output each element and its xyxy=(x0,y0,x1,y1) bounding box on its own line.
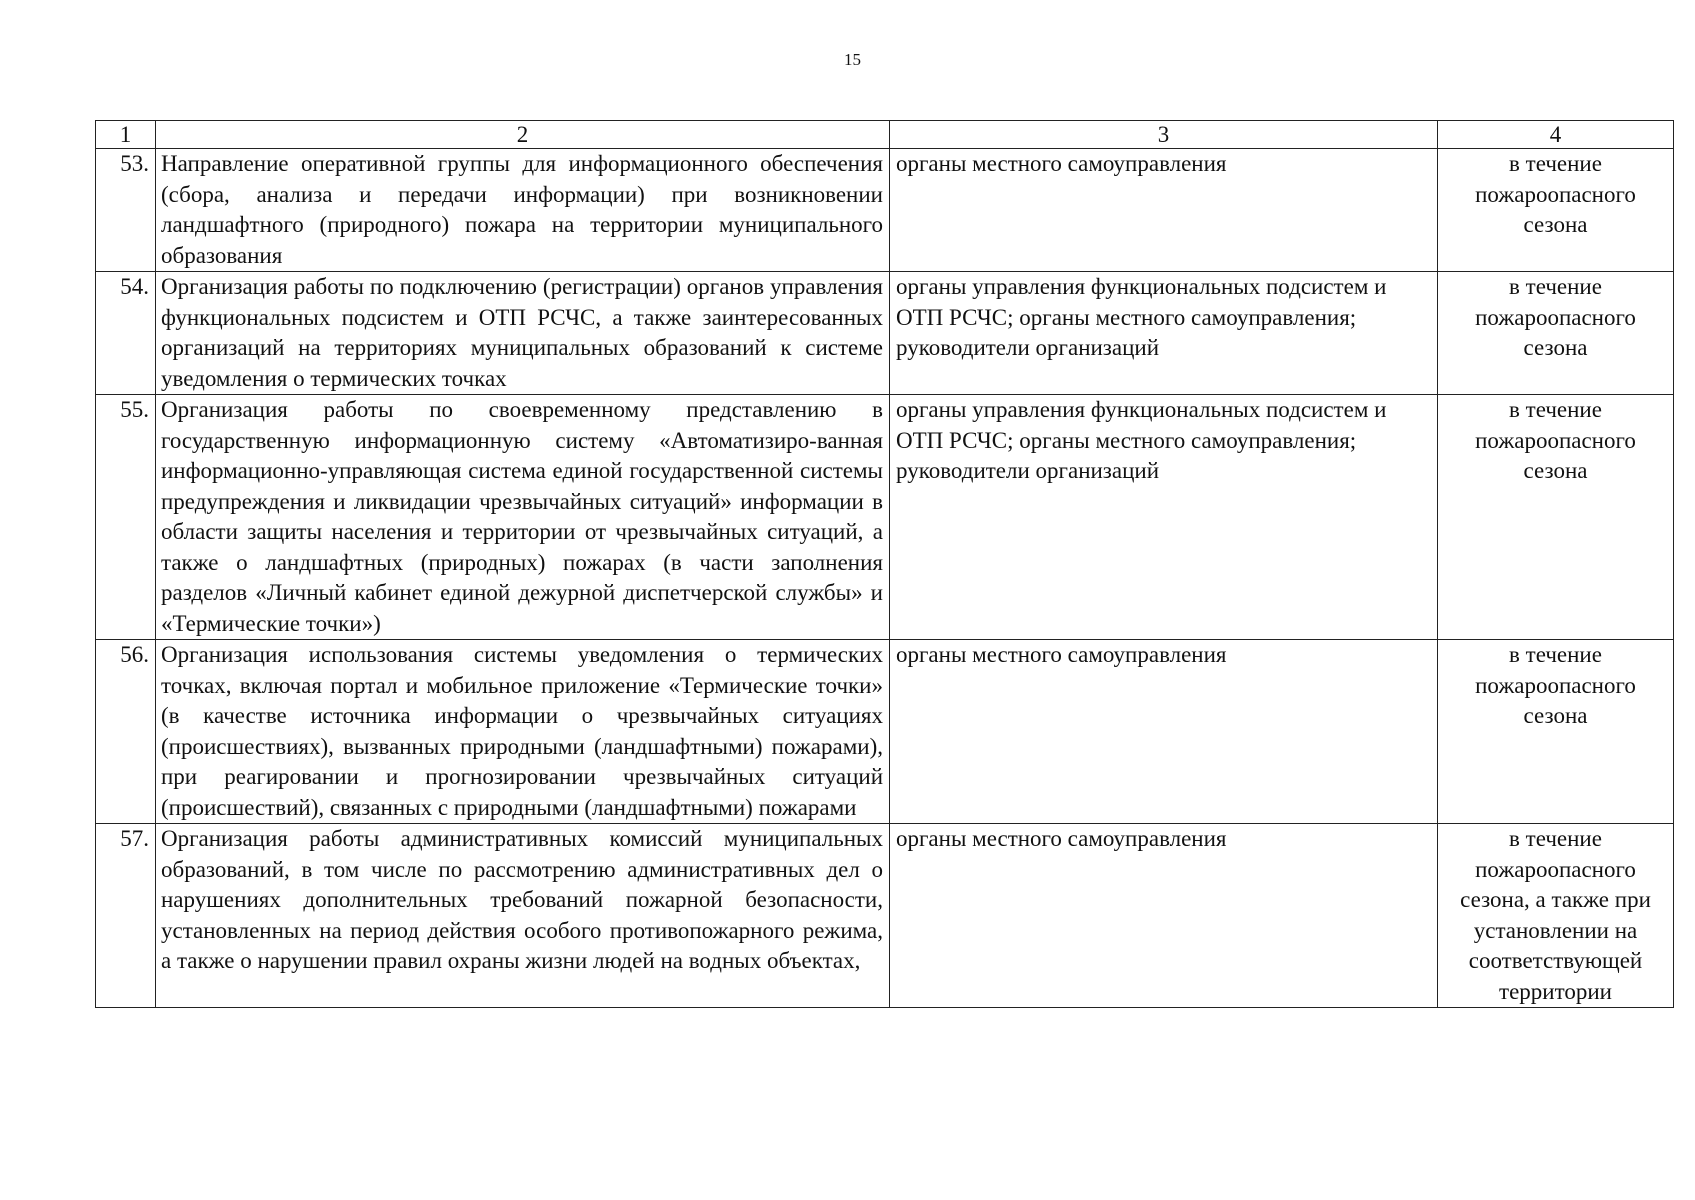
table-row xyxy=(96,272,1674,395)
row-description: Направление оперативной группы для информационного обеспечения (сбора, анализа и передачи информации) при возникновении ландшафтного (природного) пожара на территории муниципального образования xyxy=(156,149,890,272)
page-number xyxy=(0,50,1695,70)
row-number: 56. xyxy=(96,640,156,824)
row-number: 54. xyxy=(96,272,156,395)
row-term: в течение пожароопасного сезона, а также при установлении на соответствующей территории xyxy=(1438,824,1674,1008)
header-col-1: 1 xyxy=(96,121,156,149)
header-col-2: 2 xyxy=(156,121,890,149)
row-number: 55. xyxy=(96,395,156,640)
row-term: в течение пожароопасного сезона xyxy=(1438,395,1674,640)
row-responsible: органы управления функциональных подсистем и ОТП РСЧС; органы местного самоуправления; руководители организаций xyxy=(890,395,1438,640)
row-responsible: органы местного самоуправления xyxy=(890,149,1438,272)
row-responsible: органы местного самоуправления xyxy=(890,640,1438,824)
page-number-text: 15 xyxy=(844,50,861,69)
measures-table xyxy=(95,120,1674,1008)
row-description: Организация работы по своевременному представлению в государственную информационную систему «Автоматизиро-ванная информационно-управляющая система единой государственной системы предупреждения и ликвидации чрезвычайных ситуаций» информации в области защиты населения и территории от чрезвычайных ситуаций, а также о ландшафтных (природных) пожарах (в части заполнения разделов «Личный кабинет единой дежурной диспетчерской службы» и «Термические точки») xyxy=(156,395,890,640)
table-row xyxy=(96,640,1674,824)
header-row xyxy=(96,121,1674,149)
header-col-4: 4 xyxy=(1438,121,1674,149)
header-col-3: 3 xyxy=(890,121,1438,149)
row-responsible: органы местного самоуправления xyxy=(890,824,1438,1008)
table-row xyxy=(96,395,1674,640)
row-description: Организация работы административных комиссий муниципальных образований, в том числе по рассмотрению административных дел о нарушениях дополнительных требований пожарной безопасности, установленных на период действия особого противопожарного режима, а также о нарушении правил охраны жизни людей на водных объектах, xyxy=(156,824,890,1008)
row-number: 53. xyxy=(96,149,156,272)
row-responsible: органы управления функциональных подсистем и ОТП РСЧС; органы местного самоуправления; руководители организаций xyxy=(890,272,1438,395)
table-row xyxy=(96,824,1674,1008)
row-description: Организация использования системы уведомления о термических точках, включая портал и мобильное приложение «Термические точки» (в качестве источника информации о чрезвычайных ситуациях (происшествиях), вызванных природными (ландшафтными) пожарами), при реагировании и прогнозировании чрезвычайных ситуаций (происшествий), связанных с природными (ландшафтными) пожарами xyxy=(156,640,890,824)
row-term: в течение пожароопасного сезона xyxy=(1438,640,1674,824)
table-row xyxy=(96,149,1674,272)
measures-table-container xyxy=(95,120,1673,1008)
row-number: 57. xyxy=(96,824,156,1008)
row-description: Организация работы по подключению (регистрации) органов управления функциональных подсистем и ОТП РСЧС, а также заинтересованных организаций на территориях муниципальных образований к системе уведомления о термических точках xyxy=(156,272,890,395)
row-term: в течение пожароопасного сезона xyxy=(1438,272,1674,395)
row-term: в течение пожароопасного сезона xyxy=(1438,149,1674,272)
